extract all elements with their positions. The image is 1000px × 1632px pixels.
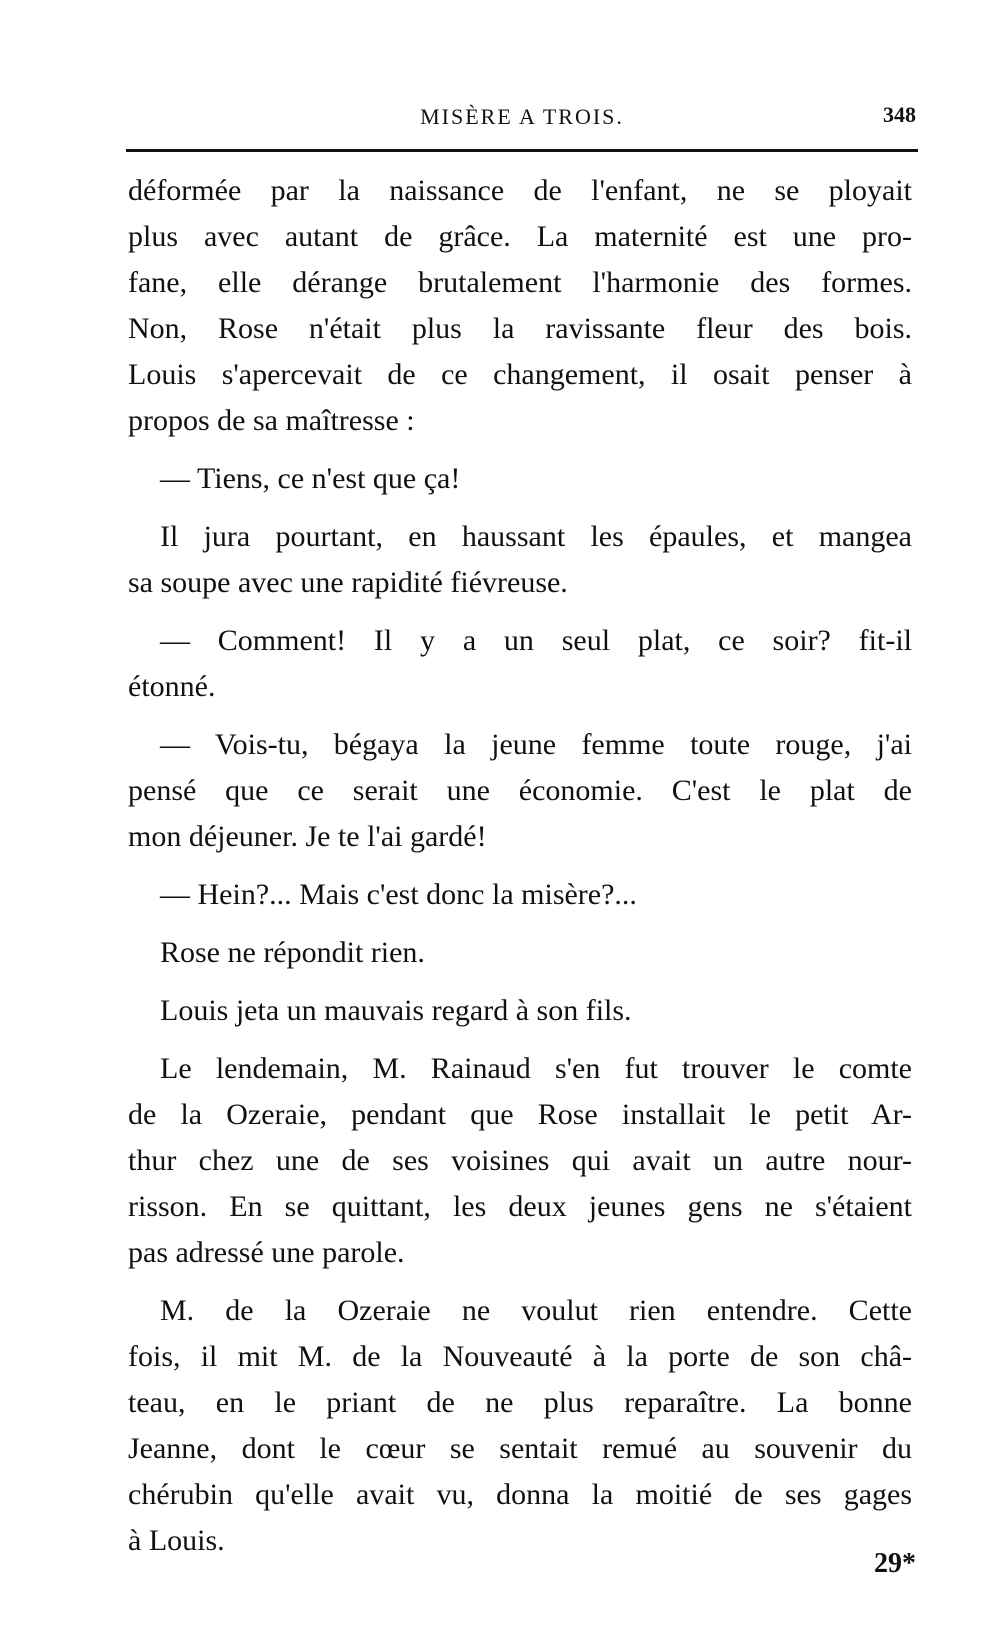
text-line: Non, Rose n'était plus la ravissante fleur des bois. [128,312,912,345]
text-line: Jeanne, dont le cœur se sentait remué au souvenir du [128,1432,912,1465]
text-line: M. de la Ozeraie ne voulut rien entendre. Cette [160,1294,912,1327]
text-line: déformée par la naissance de l'enfant, ne se ployait [128,174,912,207]
running-title: MISÈRE A TROIS. [420,104,624,129]
text-line: fane, elle dérange brutalement l'harmonie des formes. [128,266,912,299]
text-line: pas adressé une parole. [128,1236,405,1269]
text-line: propos de sa maîtresse : [128,404,415,437]
text-line: Louis s'apercevait de ce changement, il osait penser à [128,358,912,391]
text-line: mon déjeuner. Je te l'ai gardé! [128,820,487,853]
body-text [128,168,912,1564]
signature-mark: 29* [874,1548,916,1579]
text-line: Louis jeta un mauvais regard à son fils. [160,994,632,1027]
text-line: de la Ozeraie, pendant que Rose installait le petit Ar- [128,1098,912,1131]
text-line: étonné. [128,670,216,703]
text-line: risson. En se quittant, les deux jeunes gens ne s'étaient [128,1190,912,1223]
text-line: Il jura pourtant, en haussant les épaules, et mangea [160,520,912,553]
text-line: sa soupe avec une rapidité fiévreuse. [128,566,568,599]
text-line: fois, il mit M. de la Nouveauté à la porte de son châ- [128,1340,912,1373]
text-line: — Hein?... Mais c'est donc la misère?... [160,878,637,911]
header-rule [126,149,918,152]
text-line: à Louis. [128,1524,225,1557]
text-line: thur chez une de ses voisines qui avait un autre nour- [128,1144,912,1177]
text-line: — Vois-tu, bégaya la jeune femme toute rouge, j'ai [160,728,912,761]
page-header [128,88,916,128]
text-line: chérubin qu'elle avait vu, donna la moitié de ses gages [128,1478,912,1511]
text-line: pensé que ce serait une économie. C'est le plat de [128,774,912,807]
text-line: Rose ne répondit rien. [160,936,425,969]
text-line: teau, en le priant de ne plus reparaître. La bonne [128,1386,912,1419]
text-line: Le lendemain, M. Rainaud s'en fut trouver le comte [160,1052,912,1085]
text-line: — Tiens, ce n'est que ça! [160,462,461,495]
text-line: plus avec autant de grâce. La maternité est une pro- [128,220,912,253]
page-number: 348 [883,102,916,127]
text-line: — Comment! Il y a un seul plat, ce soir? fit-il [160,624,912,657]
